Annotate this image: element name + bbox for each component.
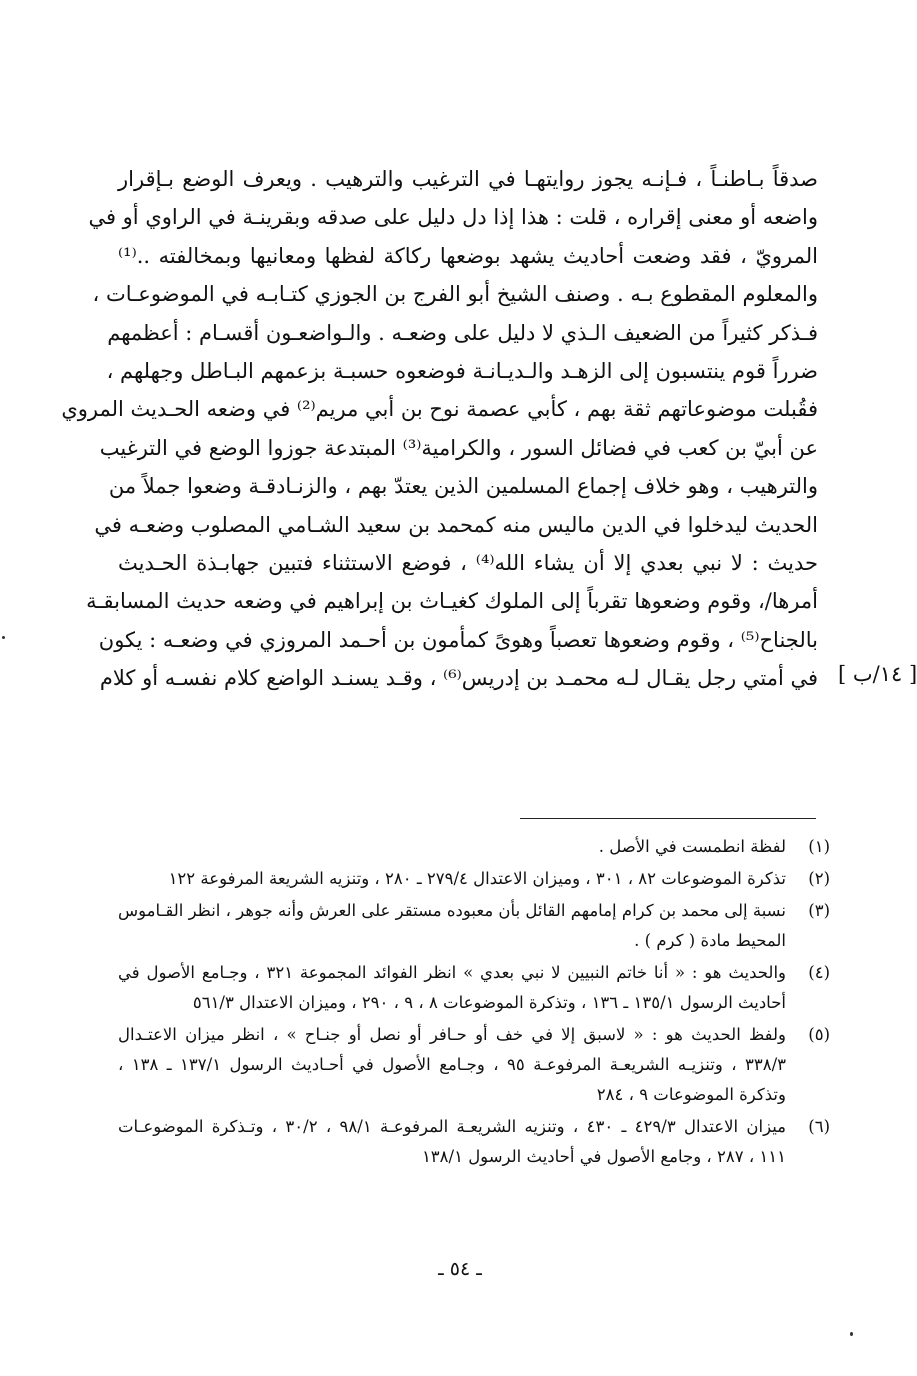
footnote-line: ١١١ ، ٢٨٧ ، وجامع الأصول في أحاديث الرسول ١٣٨/١ (421, 1147, 786, 1166)
footnote (118, 1112, 830, 1172)
footnote-number: (٤) (808, 963, 830, 982)
text-line: ضرراً قوم ينتسبون إلى الزهـد والـديـانـة فوضعوه حسبـة بزعمهم البـاطل وجهلهم ، (106, 359, 818, 384)
footnote-line: والحديث هو : « أنا خاتم النبيين لا نبي بعدي » انظر الفوائد المجموعة ٣٢١ ، وجـامع الأصول في (118, 963, 786, 982)
text-line: صدقاً بـاطنـاً ، فـإنـه يجوز روايتهـا في الترغيب والترهيب . ويعرف الوضع بـإقرار (118, 167, 818, 191)
footnote-number: (٢) (808, 869, 830, 888)
footnote-line: لفظة انطمست في الأصل . (598, 837, 786, 856)
footnote-line: المحيط مادة ( كرم ) . (634, 931, 786, 950)
text-line: حديث : لا نبي بعدي إلا أن يشاء الله⁽⁴⁾ ، فوضع الاستثناء فتبين جهابـذة الحـديث (118, 551, 818, 576)
footnote-number: (٥) (808, 1025, 830, 1044)
text-line: في أمتي رجل يقـال لـه محمـد بن إدريس⁽⁶⁾ ، وقـد يسنـد الواضع كلام نفسـه أو كلام (99, 666, 818, 691)
footnote (118, 896, 830, 956)
footnote-separator (520, 818, 816, 819)
main-text (61, 160, 818, 698)
footnote (118, 864, 830, 894)
footnote-line: نسبة إلى محمد بن كرام إمامهم القائل بأن معبوده مستقر على العرش وأنه جوهر ، انظر القـاموس (118, 901, 786, 920)
footnote-number: (١) (808, 837, 830, 856)
text-line: والمعلوم المقطوع بـه . وصنف الشيخ أبو الفرج بن الجوزي كتـابـه في الموضوعـات ، (92, 282, 818, 307)
footnote (118, 1020, 830, 1110)
text-line: بالجناح⁽⁵⁾ ، وقوم وضعوها تعصباً وهوىً كمأمون بن أحـمد المروزي في وضعـه : يكون (98, 627, 818, 652)
footnote-line: ولفظ الحديث هو : « لاسبق إلا في خف أو حـافر أو نصل أو جنـاح » ، انظر ميزان الاعتـدال (118, 1025, 786, 1044)
footnote-line: أحاديث الرسول ١٣٥/١ ـ ١٣٦ ، وتذكرة الموضوعات ٨ ، ٩ ، ٢٩٠ ، وميزان الاعتدال ٥٦١/٣ (192, 993, 786, 1012)
scan-speck (850, 1332, 853, 1336)
page-number: ـ ٥٤ ـ (438, 1258, 482, 1280)
text-line: أمرها/، وقوم وضعوها تقرباً إلى الملوك كغيـاث بن إبراهيم في وضعه حديث المسابقـة (86, 589, 818, 614)
footnote-line: تذكرة الموضوعات ٨٢ ، ٣٠١ ، وميزان الاعتدال ٢٧٩/٤ ـ ٢٨٠ ، وتنزيه الشريعة المرفوعة ١٢٢ (168, 869, 786, 888)
text-line: عن أبيّ بن كعب في فضائل السور ، والكرامية⁽³⁾ المبتدعة جوزوا الوضع في الترغيب (99, 435, 818, 460)
footnote-line: ٣٣٨/٣ ، وتنزيـه الشريعـة المرفوعـة ٩٥ ، وجـامع الأصول في أحـاديث الرسول ١٣٧/١ ـ ١٣٨ ، (118, 1055, 787, 1074)
text-line: الحديث ليدخلوا في الدين ماليس منه كمحمد بن سعيد الشـامي المصلوب وضعـه في (94, 512, 818, 537)
text-line: المرويّ ، فقد وضعت أحاديث يشهد بوضعها ركاكة لفظها ومعانيها وبمخالفته ..⁽¹⁾ (118, 243, 818, 268)
text-line: فقُبلت موضوعاتهم ثقة بهم ، كأبي عصمة نوح بن أبي مريم⁽²⁾ في وضعه الحـديث المروي (61, 397, 818, 422)
manuscript-folio-marker: [ ١٤/ب ] (838, 662, 917, 686)
text-line: فـذكر كثيراً من الضعيف الـذي لا دليل على وضعـه . والـواضعـون أقسـام : أعظمهم (107, 320, 818, 345)
footnote-number: (٣) (808, 901, 830, 920)
footnote-line: وتذكرة الموضوعات ٩ ، ٢٨٤ (596, 1085, 786, 1104)
footnote-number: (٦) (808, 1117, 830, 1136)
footnote (118, 958, 830, 1018)
footnotes (118, 832, 830, 1174)
text-line: واضعه أو معنى إقراره ، قلت : هذا إذا دل دليل على صدقه وبقرينـة في الراوي أو في (88, 205, 818, 230)
text-line: والترهيب ، وهو خلاف إجماع المسلمين الذين يعتدّ بهم ، والزنـادقـة وضعوا جملاً من (108, 474, 818, 499)
scan-speck (2, 636, 5, 639)
footnote (118, 832, 830, 862)
footnote-line: ميزان الاعتدال ٤٢٩/٣ ـ ٤٣٠ ، وتنزيه الشريعـة المرفوعـة ٩٨/١ ، ٣٠/٢ ، وتـذكرة الموضوعـات (118, 1117, 787, 1136)
